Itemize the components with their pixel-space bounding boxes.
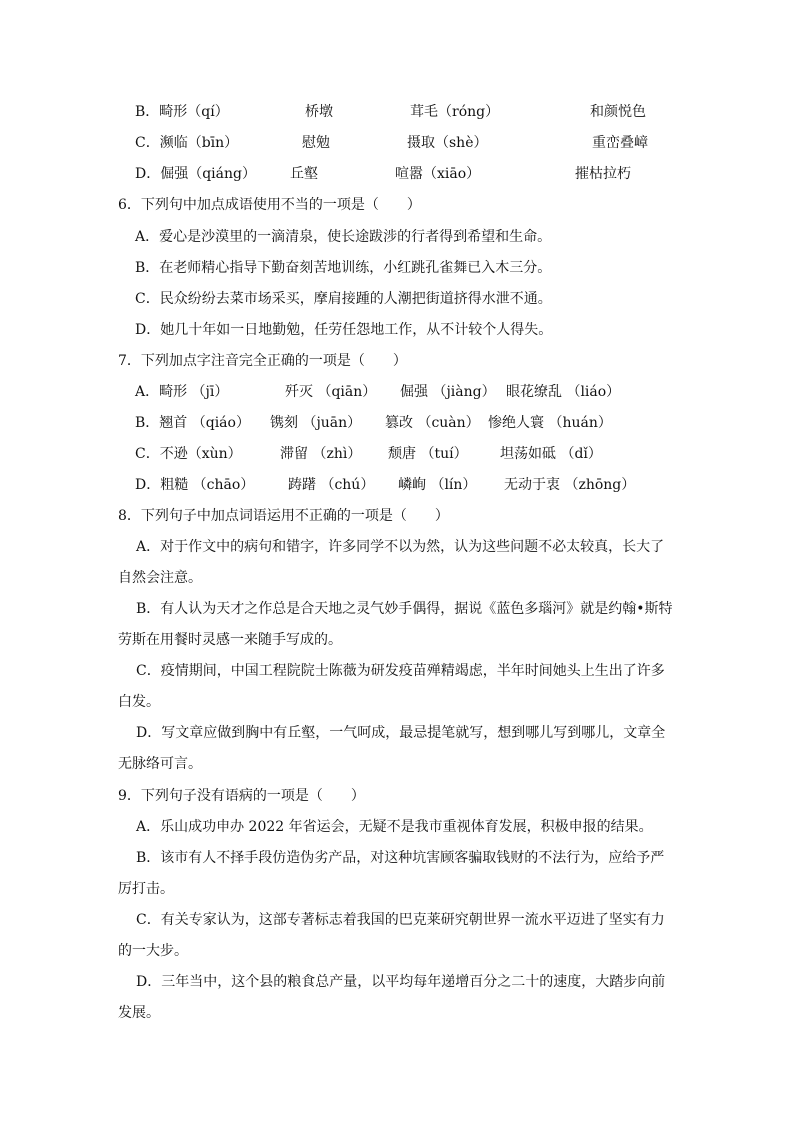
q7-option-c-item-3: 颓唐 （tuí）: [388, 446, 468, 462]
q5-option-d-item-2: 丘壑: [290, 166, 318, 182]
q6-option-c: C．民众纷纷去菜市场采买，摩肩接踵的人潮把街道挤得水泄不通。: [135, 291, 552, 307]
q6-option-b: B．在老师精心指导下勤奋刻苦地训练，小红跳孔雀舞已入木三分。: [135, 260, 552, 276]
q9-option-a: A．乐山成功申办 2022 年省运会，无疑不是我市重视体育发展，积极申报的结果。: [136, 819, 653, 835]
q7-option-b-item-1: B．翘首 （qiáo）: [135, 415, 250, 431]
q8-stem: 8．下列句子中加点词语运用不正确的一项是（ ）: [118, 508, 449, 524]
q7-option-a-item-4: 眼花缭乱 （liáo）: [506, 384, 621, 400]
q7-option-d-item-3: 嶙峋 （lín）: [398, 477, 477, 493]
q7-option-b-item-2: 镌刻 （juān）: [270, 415, 362, 431]
q7-option-b-item-4: 惨绝人寰 （huán）: [488, 415, 612, 431]
q5-option-d-item-1: D．倔强（qiáng）: [135, 166, 256, 182]
q8-option-a: A．对于作文中的病句和错字，许多同学不以为然，认为这些问题不必太较真，长大了自然会注意。: [118, 539, 665, 586]
q5-option-b-item-3: 茸毛（róng）: [410, 104, 500, 120]
q8-option-d: D．写文章应做到胸中有丘壑，一气呵成，最忌提笔就写，想到哪儿写到哪儿，文章全无脉络可言。: [118, 725, 666, 772]
q5-option-b-item-1: B．畸形（qí）: [135, 104, 229, 120]
q6-option-d: D．她几十年如一日地勤勉，任劳任怨地工作，从不计较个人得失。: [135, 322, 553, 338]
q5-option-d-item-3: 喧嚣（xiāo）: [395, 166, 481, 182]
q7-option-c-item-1: C．不逊（xùn）: [135, 446, 242, 462]
q6-option-a: A．爱心是沙漠里的一滴清泉，使长途跋涉的行者得到希望和生命。: [135, 229, 552, 245]
q7-stem: 7．下列加点字注音完全正确的一项是（ ）: [118, 353, 407, 369]
q9-option-d: D．三年当中，这个县的粮食总产量，以平均每年递增百分之二十的速度，大踏步向前发展。: [118, 974, 666, 1021]
q7-option-d-item-1: D．粗糙 （chāo）: [135, 477, 255, 493]
q5-option-c-item-4: 重峦叠嶂: [592, 135, 648, 151]
q7-option-d-item-4: 无动于衷 （zhōng）: [504, 477, 636, 493]
q9-stem: 9．下列句子没有语病的一项是（ ）: [118, 788, 365, 804]
q6-stem: 6．下列句中加点成语使用不当的一项是（ ）: [118, 197, 421, 213]
q7-option-a-item-1: A．畸形 （jī）: [135, 384, 229, 400]
q9-option-c: C．有关专家认为，这部专著标志着我国的巴克莱研究朝世界一流水平迈进了坚实有力的一大步。: [118, 912, 665, 959]
q5-option-c-item-1: C．濒临（bīn）: [135, 135, 239, 151]
q9-option-b: B．该市有人不择手段仿造伪劣产品，对这种坑害顾客骗取钱财的不法行为，应给予严厉打击。: [118, 850, 665, 897]
q8-option-c: C．疫情期间，中国工程院院士陈薇为研发疫苗殚精竭虑，半年时间她头上生出了许多白发。: [118, 663, 665, 710]
q7-option-a-item-3: 倔强 （jiàng）: [400, 384, 496, 400]
q7-option-b-item-3: 篡改 （cuàn）: [385, 415, 480, 431]
q7-option-c-item-2: 滞留 （zhì）: [280, 446, 362, 462]
q7-option-a-item-2: 歼灭 （qiān）: [285, 384, 377, 400]
q5-option-b-item-4: 和颜悦色: [590, 104, 646, 120]
q5-option-c-item-3: 摄取（shè）: [407, 135, 488, 151]
q7-option-d-item-2: 踌躇 （chú）: [288, 477, 375, 493]
q8-option-b: B．有人认为天才之作总是合天地之灵气妙手偶得，据说《蓝色多瑙河》就是约翰•斯特劳斯在用餐时灵感一来随手写成的。: [118, 601, 673, 648]
q5-option-b-item-2: 桥墩: [305, 104, 333, 120]
q5-option-d-item-4: 摧枯拉朽: [575, 166, 631, 182]
q5-option-c-item-2: 慰勉: [302, 135, 330, 151]
q7-option-c-item-4: 坦荡如砥 （dǐ）: [500, 446, 602, 462]
